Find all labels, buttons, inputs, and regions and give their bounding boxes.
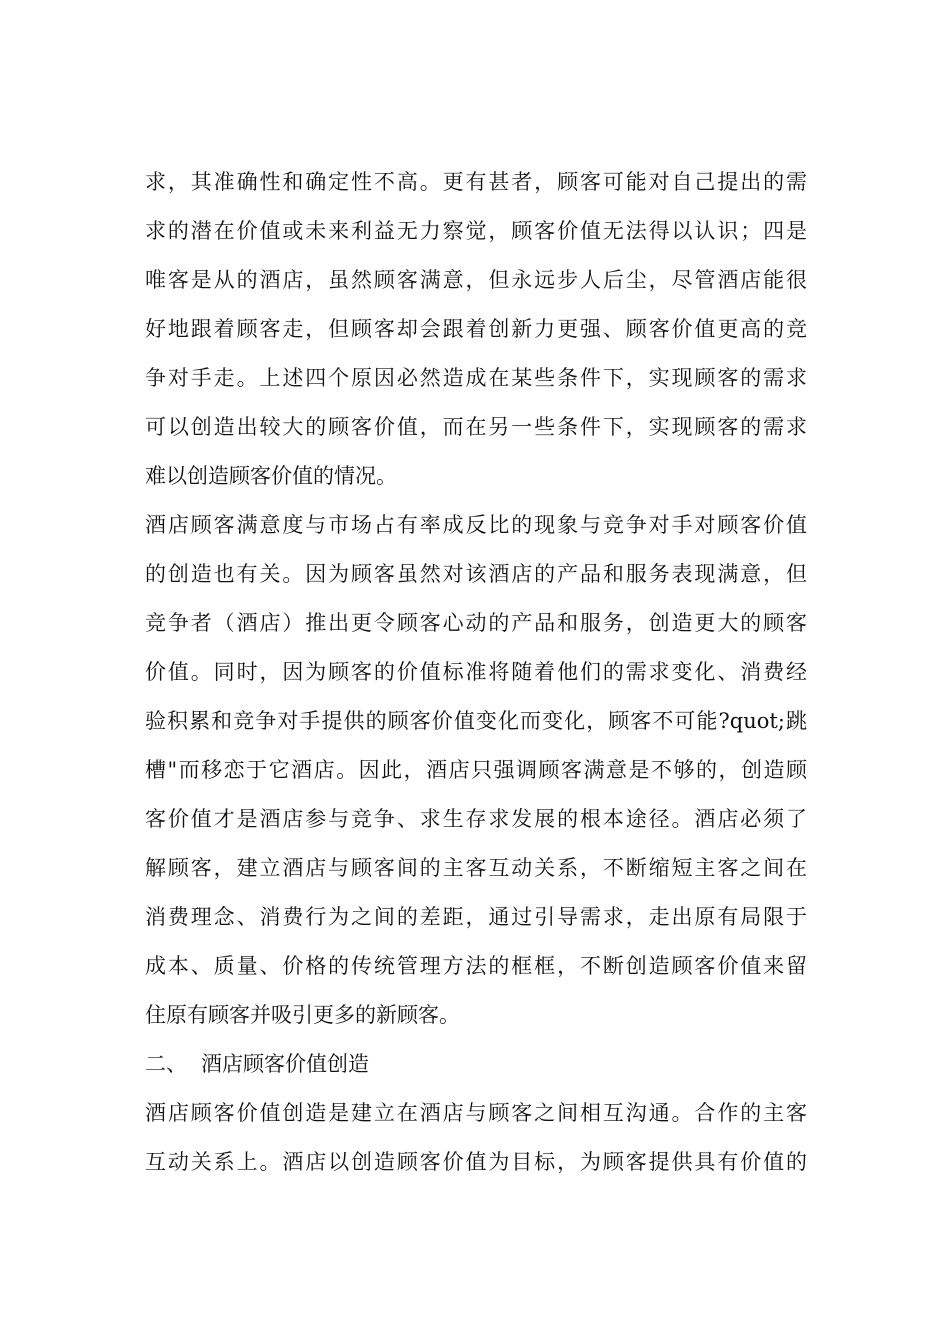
document-body (145, 158, 807, 1187)
text-line: 难以创造顾客价值的情况。 (145, 464, 397, 488)
text-line: 竞争者（酒店）推出更令顾客心动的产品和服务，创造更大的顾客 (145, 611, 807, 635)
text-line: 争对手走。上述四个原因必然造成在某些条件下，实现顾客的需求 (145, 366, 807, 390)
text-line: 价值。同时，因为顾客的价值标准将随着他们的需求变化、消费经 (145, 660, 807, 684)
text-line: 客价值才是酒店参与竞争、求生存求发展的根本途径。酒店必须了 (145, 807, 807, 831)
paragraph-1 (145, 158, 807, 501)
text-line: 消费理念、消费行为之间的差距，通过引导需求，走出原有局限于 (145, 905, 807, 929)
text-line: 求，其准确性和确定性不高。更有甚者，顾客可能对自己提出的需 (145, 170, 807, 194)
text-line: 酒店顾客满意度与市场占有率成反比的现象与竞争对手对顾客价值 (145, 513, 807, 537)
paragraph-3 (145, 1089, 807, 1187)
text-line: 可以创造出较大的顾客价值，而在另一些条件下，实现顾客的需求 (145, 415, 807, 439)
text-line: 成本、质量、价格的传统管理方法的框框，不断创造顾客价值来留 (145, 954, 807, 978)
section-title: 酒店顾客价值创造 (201, 1052, 369, 1076)
text-line: 酒店顾客价值创造是建立在酒店与顾客之间相互沟通。合作的主客 (145, 1101, 807, 1125)
text-line: 住原有顾客并吸引更多的新顾客。 (145, 1003, 460, 1027)
text-line: 唯客是从的酒店，虽然顾客满意，但永远步人后尘，尽管酒店能很 (145, 268, 807, 292)
text-line: 互动关系上。酒店以创造顾客价值为目标，为顾客提供具有价值的 (145, 1150, 807, 1174)
text-line: 槽"而移恋于它酒店。因此，酒店只强调顾客满意是不够的，创造顾 (145, 758, 807, 782)
text-line: 求的潜在价值或未来利益无力察觉，顾客价值无法得以认识；四是 (145, 219, 807, 243)
section-heading (145, 1040, 807, 1089)
text-line: 验积累和竞争对手提供的顾客价值变化而变化，顾客不可能?quot;跳 (145, 709, 807, 733)
text-line: 好地跟着顾客走，但顾客却会跟着创新力更强、顾客价值更高的竞 (145, 317, 807, 341)
text-line: 解顾客，建立酒店与顾客间的主客互动关系，不断缩短主客之间在 (145, 856, 807, 880)
text-line: 的创造也有关。因为顾客虽然对该酒店的产品和服务表现满意，但 (145, 562, 807, 586)
section-number: 二、 (145, 1052, 187, 1076)
paragraph-2 (145, 501, 807, 1040)
